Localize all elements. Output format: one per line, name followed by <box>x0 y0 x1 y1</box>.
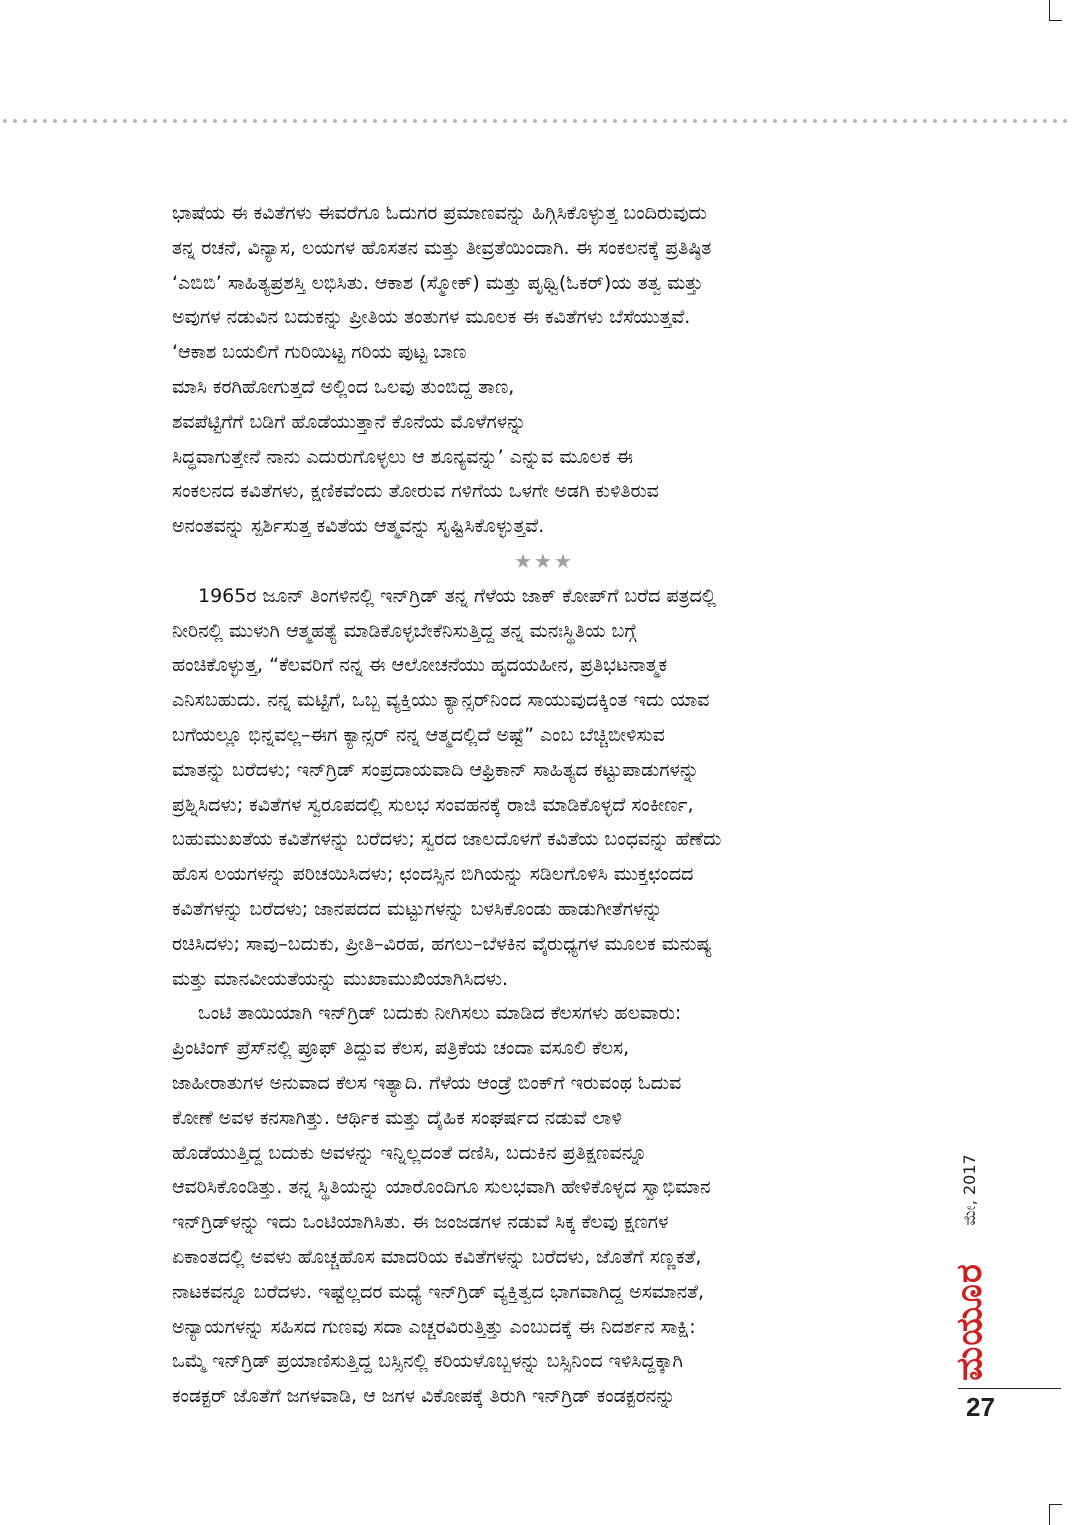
issue-date: ಮೇ, 2017 <box>960 1154 979 1226</box>
text-line: ಹೊಸ ಲಯಗಳನ್ನು ಪರಿಚಯಿಸಿದಳು; ಛಂದಸ್ಸಿನ ಬಿಗಿಯನ್ನು ಸಡಿಲಗೊಳಿಸಿ ಮುಕ್ತಛಂದದ <box>172 863 694 886</box>
text-line: ರಚಿಸಿದಳು; ಸಾವು–ಬದುಕು, ಪ್ರೀತಿ–ವಿರಹ, ಹಗಲು–ಬೆಳಕಿನ ವೈರುಧ್ಯಗಳ ಮೂಲಕ ಮನುಷ್ಯ <box>172 932 712 955</box>
text-line: ‘ಎಬಿಬಿ’ ಸಾಹಿತ್ಯಪ್ರಶಸ್ತಿ ಲಭಿಸಿತು. ಆಕಾಶ (ಸ್ಮೋಕ್) ಮತ್ತು ಪೃಥ್ವಿ(ಓಕರ್)ಯ ತತ್ವ ಮತ್ತು <box>172 271 704 294</box>
dotted-header-rule <box>0 118 1072 124</box>
text-line: ಎನಿಸಬಹುದು. ನನ್ನ ಮಟ್ಟಿಗೆ, ಒಬ್ಬ ವ್ಯಕ್ತಿಯು ಕ್ಯಾನ್ಸರ್‌ನಿಂದ ಸಾಯುವುದಕ್ಕಿಂತ ಇದು ಯಾವ <box>172 689 710 712</box>
text-line: ಅನಂತವನ್ನು ಸ್ಪರ್ಶಿಸುತ್ತ ಕವಿತೆಯ ಆತ್ಮವನ್ನು ಸೃಷ್ಟಿಸಿಕೊಳ್ಳುತ್ತವೆ. <box>172 515 545 538</box>
verse-line: ಮಾಸಿ ಕರಗಿಹೋಗುತ್ತದೆ ಅಲ್ಲಿಂದ ಒಲವು ತುಂಬಿದ್ದ ತಾಣ, <box>172 375 515 398</box>
text-line: ಮತ್ತು ಮಾನವೀಯತೆಯನ್ನು ಮುಖಾಮುಖಿಯಾಗಿಸಿದಳು. <box>172 967 509 990</box>
text-line: ಏಕಾಂತದಲ್ಲಿ ಅವಳು ಹೊಚ್ಚಹೊಸ ಮಾದರಿಯ ಕವಿತೆಗಳನ್ನು ಬರೆದಳು, ಜೊತೆಗೆ ಸಣ್ಣಕತೆ, <box>172 1245 702 1268</box>
text-line: ಪ್ರಿಂಟಿಂಗ್ ಪ್ರೆಸ್‌ನಲ್ಲಿ ಪ್ರೂಫ್ ತಿದ್ದುವ ಕೆಲಸ, ಪತ್ರಿಕೆಯ ಚಂದಾ ವಸೂಲಿ ಕೆಲಸ, <box>172 1037 630 1060</box>
magazine-logo: ಮಯೂರ <box>949 1263 990 1381</box>
issue-sidebar <box>938 1130 1002 1388</box>
text-line: ಅವುಗಳ ನಡುವಿನ ಬದುಕನ್ನು ಪ್ರೀತಿಯ ತಂತುಗಳ ಮೂಲಕ ಈ ಕವಿತೆಗಳು ಬೆಸೆಯುತ್ತವೆ. <box>172 306 691 329</box>
text-line: ಪ್ರಶ್ನಿಸಿದಳು; ಕವಿತೆಗಳ ಸ್ವರೂಪದಲ್ಲಿ ಸುಲಭ ಸಂವಹನಕ್ಕೆ ರಾಜಿ ಮಾಡಿಕೊಳ್ಳದೆ ಸಂಕೀರ್ಣ, <box>172 793 694 816</box>
text-line: ಹಂಚಿಕೊಳ್ಳುತ್ತ, “ಕೆಲವರಿಗೆ ನನ್ನ ಈ ಆಲೋಚನೆಯು ಹೃದಯಹೀನ, ಪ್ರತಿಭಟನಾತ್ಮಕ <box>172 654 667 677</box>
article-body <box>172 196 916 1414</box>
text-line: ಇನ್‌ಗ್ರಿಡ್‌ಳನ್ನು ಇದು ಒಂಟಿಯಾಗಿಸಿತು. ಈ ಜಂಜಡಗಳ ನಡುವೆ ಸಿಕ್ಕ ಕೆಲವು ಕ್ಷಣಗಳ <box>172 1211 669 1234</box>
text-line: ತನ್ನ ರಚನೆ, ವಿನ್ಯಾಸ, ಲಯಗಳ ಹೊಸತನ ಮತ್ತು ತೀವ್ರತೆಯಿಂದಾಗಿ. ಈ ಸಂಕಲನಕ್ಕೆ ಪ್ರತಿಷ್ಠಿತ <box>172 236 712 259</box>
verse-line: ಶವಪೆಟ್ಟಿಗೆಗೆ ಬಡಿಗೆ ಹೊಡೆಯುತ್ತಾನೆ ಕೊನೆಯ ಮೊಳೆಗಳನ್ನು <box>172 410 527 433</box>
text-line: ಸಂಕಲನದ ಕವಿತೆಗಳು, ಕ್ಷಣಿಕವೆಂದು ತೋರುವ ಗಳಿಗೆಯ ಒಳಗೇ ಅಡಗಿ ಕುಳಿತಿರುವ <box>172 480 659 503</box>
section-break-stars: ★★★ <box>514 548 574 573</box>
text-line: ಒಂಟಿ ತಾಯಿಯಾಗಿ ಇನ್‌ಗ್ರಿಡ್ ಬದುಕು ನೀಗಿಸಲು ಮಾಡಿದ ಕೆಲಸಗಳು ಹಲವಾರು: <box>198 1002 682 1025</box>
text-line: ಬಹುಮುಖತೆಯ ಕವಿತೆಗಳನ್ನು ಬರೆದಳು; ಸ್ವರದ ಜಾಲದೊಳಗೆ ಕವಿತೆಯ ಬಂಧವನ್ನು ಹೆಣೆದು <box>172 828 722 851</box>
text-line: ಮಾತನ್ನು ಬರೆದಳು; ಇನ್‌ಗ್ರಿಡ್ ಸಂಪ್ರದಾಯವಾದಿ ಆಫ್ರಿಕಾನ್ ಸಾಹಿತ್ಯದ ಕಟ್ಟುಪಾಡುಗಳನ್ನು <box>172 758 700 781</box>
text-line: ನಾಟಕವನ್ನೂ ಬರೆದಳು. ಇಷ್ಟೆಲ್ಲದರ ಮಧ್ಯೆ ಇನ್‌ಗ್ರಿಡ್ ವ್ಯಕ್ತಿತ್ವದ ಭಾಗವಾಗಿದ್ದ ಅಸಮಾನತೆ, <box>172 1280 704 1303</box>
text-line: ಭಾಷೆಯ ಈ ಕವಿತೆಗಳು ಈವರೆಗೂ ಓದುಗರ ಪ್ರಮಾಣವನ್ನು ಹಿಗ್ಗಿಸಿಕೊಳ್ಳುತ್ತ ಬಂದಿರುವುದು <box>172 202 707 224</box>
verse-line: ಸಿದ್ಧವಾಗುತ್ತೇನೆ ನಾನು ಎದುರುಗೊಳ್ಳಲು ಆ ಶೂನ್ಯವನ್ನು’ ಎನ್ನುವ ಮೂಲಕ ಈ <box>172 445 633 468</box>
text-line: ಹೊಡೆಯುತ್ತಿದ್ದ ಬದುಕು ಅವಳನ್ನು ಇನ್ನಿಲ್ಲದಂತೆ ದಣಿಸಿ, ಬದುಕಿನ ಪ್ರತಿಕ್ಷಣವನ್ನೂ <box>172 1141 647 1164</box>
page-number: 27 <box>966 1392 995 1422</box>
text-line: ಕೋಣೆ ಅವಳ ಕನಸಾಗಿತ್ತು. ಆರ್ಥಿಕ ಮತ್ತು ದೈಹಿಕ ಸಂಘರ್ಷದ ನಡುವೆ ಲಾಳಿ <box>172 1106 622 1129</box>
crop-mark-bottom-right <box>1049 1504 1062 1525</box>
text-line: ಅನ್ಯಾಯಗಳನ್ನು ಸಹಿಸದ ಗುಣವು ಸದಾ ಎಚ್ಚರವಿರುತ್ತಿತ್ತು ಎಂಬುದಕ್ಕೆ ಈ ನಿದರ್ಶನ ಸಾಕ್ಷಿ: <box>172 1315 696 1338</box>
folio-rule <box>958 1388 1061 1389</box>
text-line: ನೀರಿನಲ್ಲಿ ಮುಳುಗಿ ಆತ್ಮಹತ್ಯೆ ಮಾಡಿಕೊಳ್ಳಬೇಕೆನಿಸುತ್ತಿದ್ದ ತನ್ನ ಮನಃಸ್ಥಿತಿಯ ಬಗ್ಗೆ <box>172 619 637 642</box>
text-line: ಕಂಡಕ್ಟರ್ ಜೊತೆಗೆ ಜಗಳವಾಡಿ, ಆ ಜಗಳ ವಿಕೋಪಕ್ಕೆ ತಿರುಗಿ ಇನ್‌ಗ್ರಿಡ್ ಕಂಡಕ್ಟರನನ್ನು <box>172 1385 676 1408</box>
crop-mark-top-right <box>1049 0 1062 21</box>
text-line: ಒಮ್ಮೆ ಇನ್‌ಗ್ರಿಡ್ ಪ್ರಯಾಣಿಸುತ್ತಿದ್ದ ಬಸ್ಸಿನಲ್ಲಿ ಕರಿಯಳೊಬ್ಬಳನ್ನು ಬಸ್ಸಿನಿಂದ ಇಳಿಸಿದ್ದಕ್ಕಾಗಿ <box>172 1350 683 1373</box>
text-line: ಜಾಹೀರಾತುಗಳ ಅನುವಾದ ಕೆಲಸ ಇತ್ಯಾದಿ. ಗೆಳೆಯ ಆಂಡ್ರೆ ಬಿಂಕ್‌ಗೆ ಇರುವಂಥ ಓದುವ <box>172 1071 682 1094</box>
text-line: ಬಗೆಯಲ್ಲೂ ಭಿನ್ನವಲ್ಲ–ಈಗ ಕ್ಯಾನ್ಸರ್ ನನ್ನ ಆತ್ಮದಲ್ಲಿದೆ ಅಷ್ಟೆ” ಎಂಬ ಬೆಚ್ಚಿಬೀಳಿಸುವ <box>172 723 665 746</box>
verse-line: ‘ಆಕಾಶ ಬಯಲಿಗೆ ಗುರಿಯಿಟ್ಟ ಗರಿಯ ಪುಟ್ಟ ಬಾಣ <box>172 341 467 364</box>
text-line: 1965ರ ಜೂನ್ ತಿಂಗಳಿನಲ್ಲಿ ಇನ್‌ಗ್ರಿಡ್ ತನ್ನ ಗೆಳೆಯ ಜಾಕ್ ಕೋಪ್‌ಗೆ ಬರೆದ ಪತ್ರದಲ್ಲಿ <box>198 584 717 607</box>
text-line: ಆವರಿಸಿಕೊಂಡಿತ್ತು. ತನ್ನ ಸ್ಥಿತಿಯನ್ನು ಯಾರೊಂದಿಗೂ ಸುಲಭವಾಗಿ ಹೇಳಿಕೊಳ್ಳದ ಸ್ವಾಭಿಮಾನ <box>172 1176 711 1199</box>
text-line: ಕವಿತೆಗಳನ್ನು ಬರೆದಳು; ಜಾನಪದದ ಮಟ್ಟುಗಳನ್ನು ಬಳಸಿಕೊಂಡು ಹಾಡುಗೀತೆಗಳನ್ನು <box>172 897 663 920</box>
